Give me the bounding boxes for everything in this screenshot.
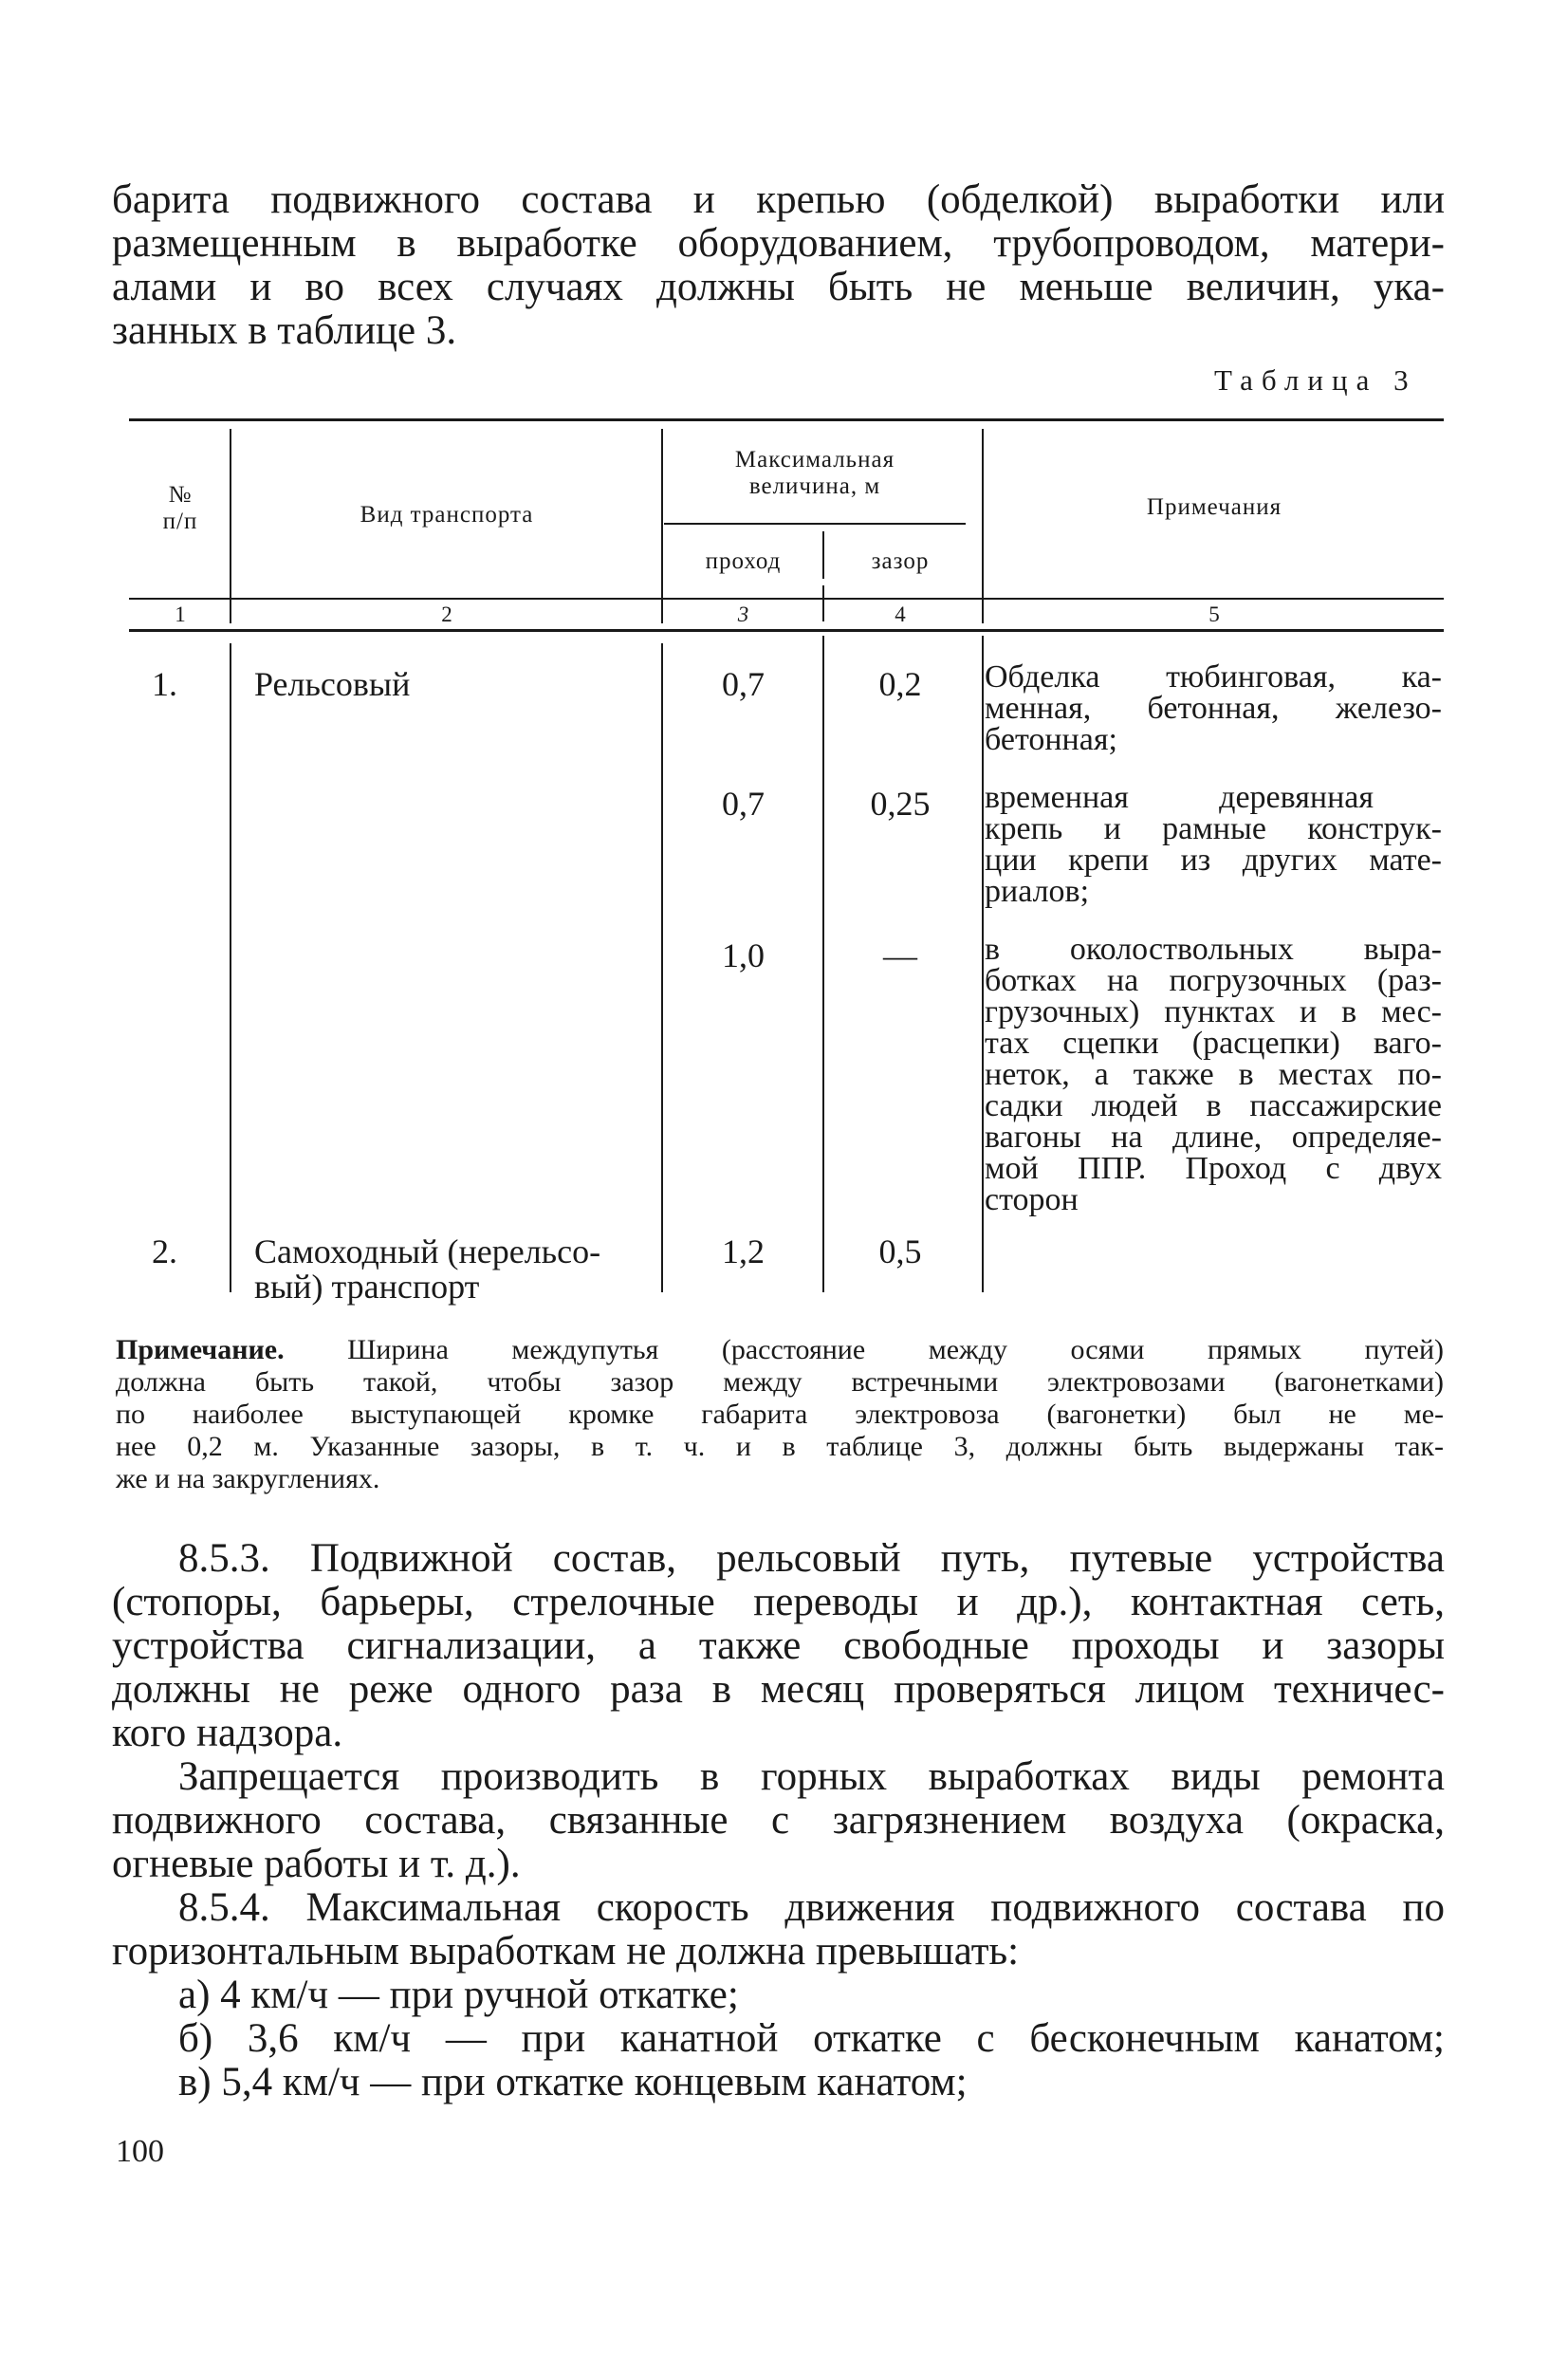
section-8-5-3-cont — [112, 1581, 1445, 1755]
header-notes: Примечания — [1146, 494, 1282, 520]
gap-value: 0,5 — [878, 1233, 922, 1270]
row-number: 2. — [152, 1233, 177, 1270]
body-line: подвижного состава, связанные с загрязнением воздуха (окраска, — [112, 1798, 1445, 1843]
section-8-5-4-cont — [112, 1930, 1445, 1974]
body-line: устройства сигнализации, а также свободные проходы и зазоры — [112, 1623, 1445, 1668]
header-max-value: Максимальная величина, м — [734, 447, 895, 499]
column-divider — [661, 643, 663, 1292]
intro-line: размещенным в выработке оборудованием, трубопроводом, матери- — [112, 221, 1445, 266]
note-line: мой ППР. Проход с двух — [985, 1151, 1442, 1186]
body-line: горизонтальным выработкам не должна превышать: — [112, 1929, 1020, 1974]
header-type: Вид транспорта — [360, 502, 534, 528]
column-divider — [661, 429, 663, 623]
section-8-5-4 — [112, 1886, 1445, 1930]
gap-value: 0,2 — [878, 665, 922, 703]
gap-value: — — [883, 936, 917, 974]
note-line: риалов; — [985, 874, 1090, 909]
column-divider — [982, 636, 984, 1292]
note-line: крепь и рамные конструк- — [985, 811, 1442, 846]
intro-line: занных в таблице 3. — [112, 308, 457, 353]
body-line: кого надзора. — [112, 1711, 343, 1755]
note-block — [985, 661, 1442, 755]
column-number-rule — [129, 629, 1444, 632]
note-line: временная деревянная — [985, 780, 1374, 815]
speed-item: в) 5,4 км/ч — при откатке концевым канатом; — [178, 2060, 968, 2104]
footnote-line: по наиболее выступающей кромке габарита электровоза (вагонетки) был не ме- — [116, 1399, 1444, 1430]
note-line: тах сцепки (расцепки) ваго- — [985, 1026, 1442, 1061]
note-line: грузочных) пунктах и в мес- — [985, 994, 1442, 1029]
note-block — [985, 934, 1442, 1215]
footnote-line — [116, 1334, 1444, 1366]
subheader-rule — [664, 523, 966, 525]
body-line: огневые работы и т. д.). — [112, 1842, 521, 1886]
transport-type-line: Самоходный (нерельсо- — [254, 1233, 601, 1270]
passage-value: 0,7 — [722, 785, 765, 823]
table-top-rule — [129, 418, 1444, 421]
note-line: ботках на погрузочных (раз- — [985, 963, 1442, 998]
prohibition-paragraph-cont — [112, 1799, 1445, 1886]
transport-type: Рельсовый — [254, 665, 411, 703]
note-block — [985, 782, 1442, 907]
table-footnote — [116, 1334, 1444, 1495]
header-num: № п/п — [162, 482, 198, 534]
intro-line: алами и во всех случаях должны быть не меньше величин, ука- — [112, 265, 1445, 309]
header-bottom-rule — [129, 598, 1444, 600]
header-passage: проход — [705, 548, 782, 574]
speed-item: а) 4 км/ч — при ручной откатке; — [178, 1973, 739, 2017]
note-line: менная, бетонная, железо- — [985, 691, 1442, 726]
footnote-line: нее 0,2 м. Указанные зазоры, в т. ч. и в таблице 3, должны быть выдержаны так- — [116, 1431, 1444, 1462]
transport-type — [254, 1234, 600, 1305]
row-number: 1. — [152, 665, 177, 703]
section-8-5-3 — [112, 1537, 1445, 1581]
column-number: 5 — [1208, 602, 1220, 626]
body-line: должны не реже одного раза в месяц проверяться лицом техничес- — [112, 1667, 1445, 1712]
body-line: 8.5.4. Максимальная скорость движения подвижного состава по — [178, 1885, 1445, 1930]
column-number: 4 — [895, 602, 906, 626]
note-line: в околоствольных выра- — [985, 932, 1442, 967]
column-divider — [230, 429, 231, 623]
column-number: 1 — [175, 602, 186, 626]
gap-value: 0,25 — [870, 785, 931, 823]
header-gap: зазор — [871, 548, 930, 574]
note-line: вагоны на длине, определяе- — [985, 1120, 1442, 1155]
footnote-line: должна быть такой, чтобы зазор между встречными электровозами (вагонетками) — [116, 1366, 1444, 1398]
footnote-label: Примечание. — [116, 1334, 285, 1365]
passage-value: 1,0 — [722, 936, 765, 974]
note-line: бетонная; — [985, 722, 1117, 757]
page-number: 100 — [116, 2134, 164, 2169]
note-line: ции крепи из других мате- — [985, 843, 1442, 878]
note-line: Обделка тюбинговая, ка- — [985, 659, 1442, 695]
transport-type-line: вый) транспорт — [254, 1268, 480, 1306]
intro-line: барита подвижного состава и крепью (обделкой) выработки или — [112, 177, 1445, 222]
body-line: 8.5.3. Подвижной состав, рельсовый путь, путевые устройства — [178, 1536, 1445, 1581]
column-number: 2 — [441, 602, 452, 626]
footnote-text: Ширина междупутья (расстояние между осями прямых путей) — [284, 1334, 1444, 1365]
intro-paragraph — [112, 178, 1445, 353]
table-caption: Таблица 3 — [1214, 363, 1417, 397]
footnote-line: же и на закруглениях. — [116, 1463, 380, 1494]
column-divider — [230, 643, 231, 1292]
body-line: (стопоры, барьеры, стрелочные переводы и др.), контактная сеть, — [112, 1580, 1445, 1624]
note-line: неток, а также в местах по- — [985, 1057, 1442, 1092]
body-line: Запрещается производить в горных выработках виды ремонта — [178, 1754, 1445, 1799]
note-line: сторон — [985, 1182, 1079, 1217]
passage-value: 0,7 — [722, 665, 765, 703]
column-divider — [982, 429, 984, 623]
passage-value: 1,2 — [722, 1233, 765, 1270]
speed-list — [178, 1974, 1445, 2104]
speed-item: б) 3,6 км/ч — при канатной откатке с бесконечным канатом; — [178, 2016, 1445, 2061]
prohibition-paragraph — [112, 1755, 1445, 1799]
column-number: 3 — [737, 602, 749, 626]
note-line: садки людей в пассажирские — [985, 1088, 1442, 1123]
